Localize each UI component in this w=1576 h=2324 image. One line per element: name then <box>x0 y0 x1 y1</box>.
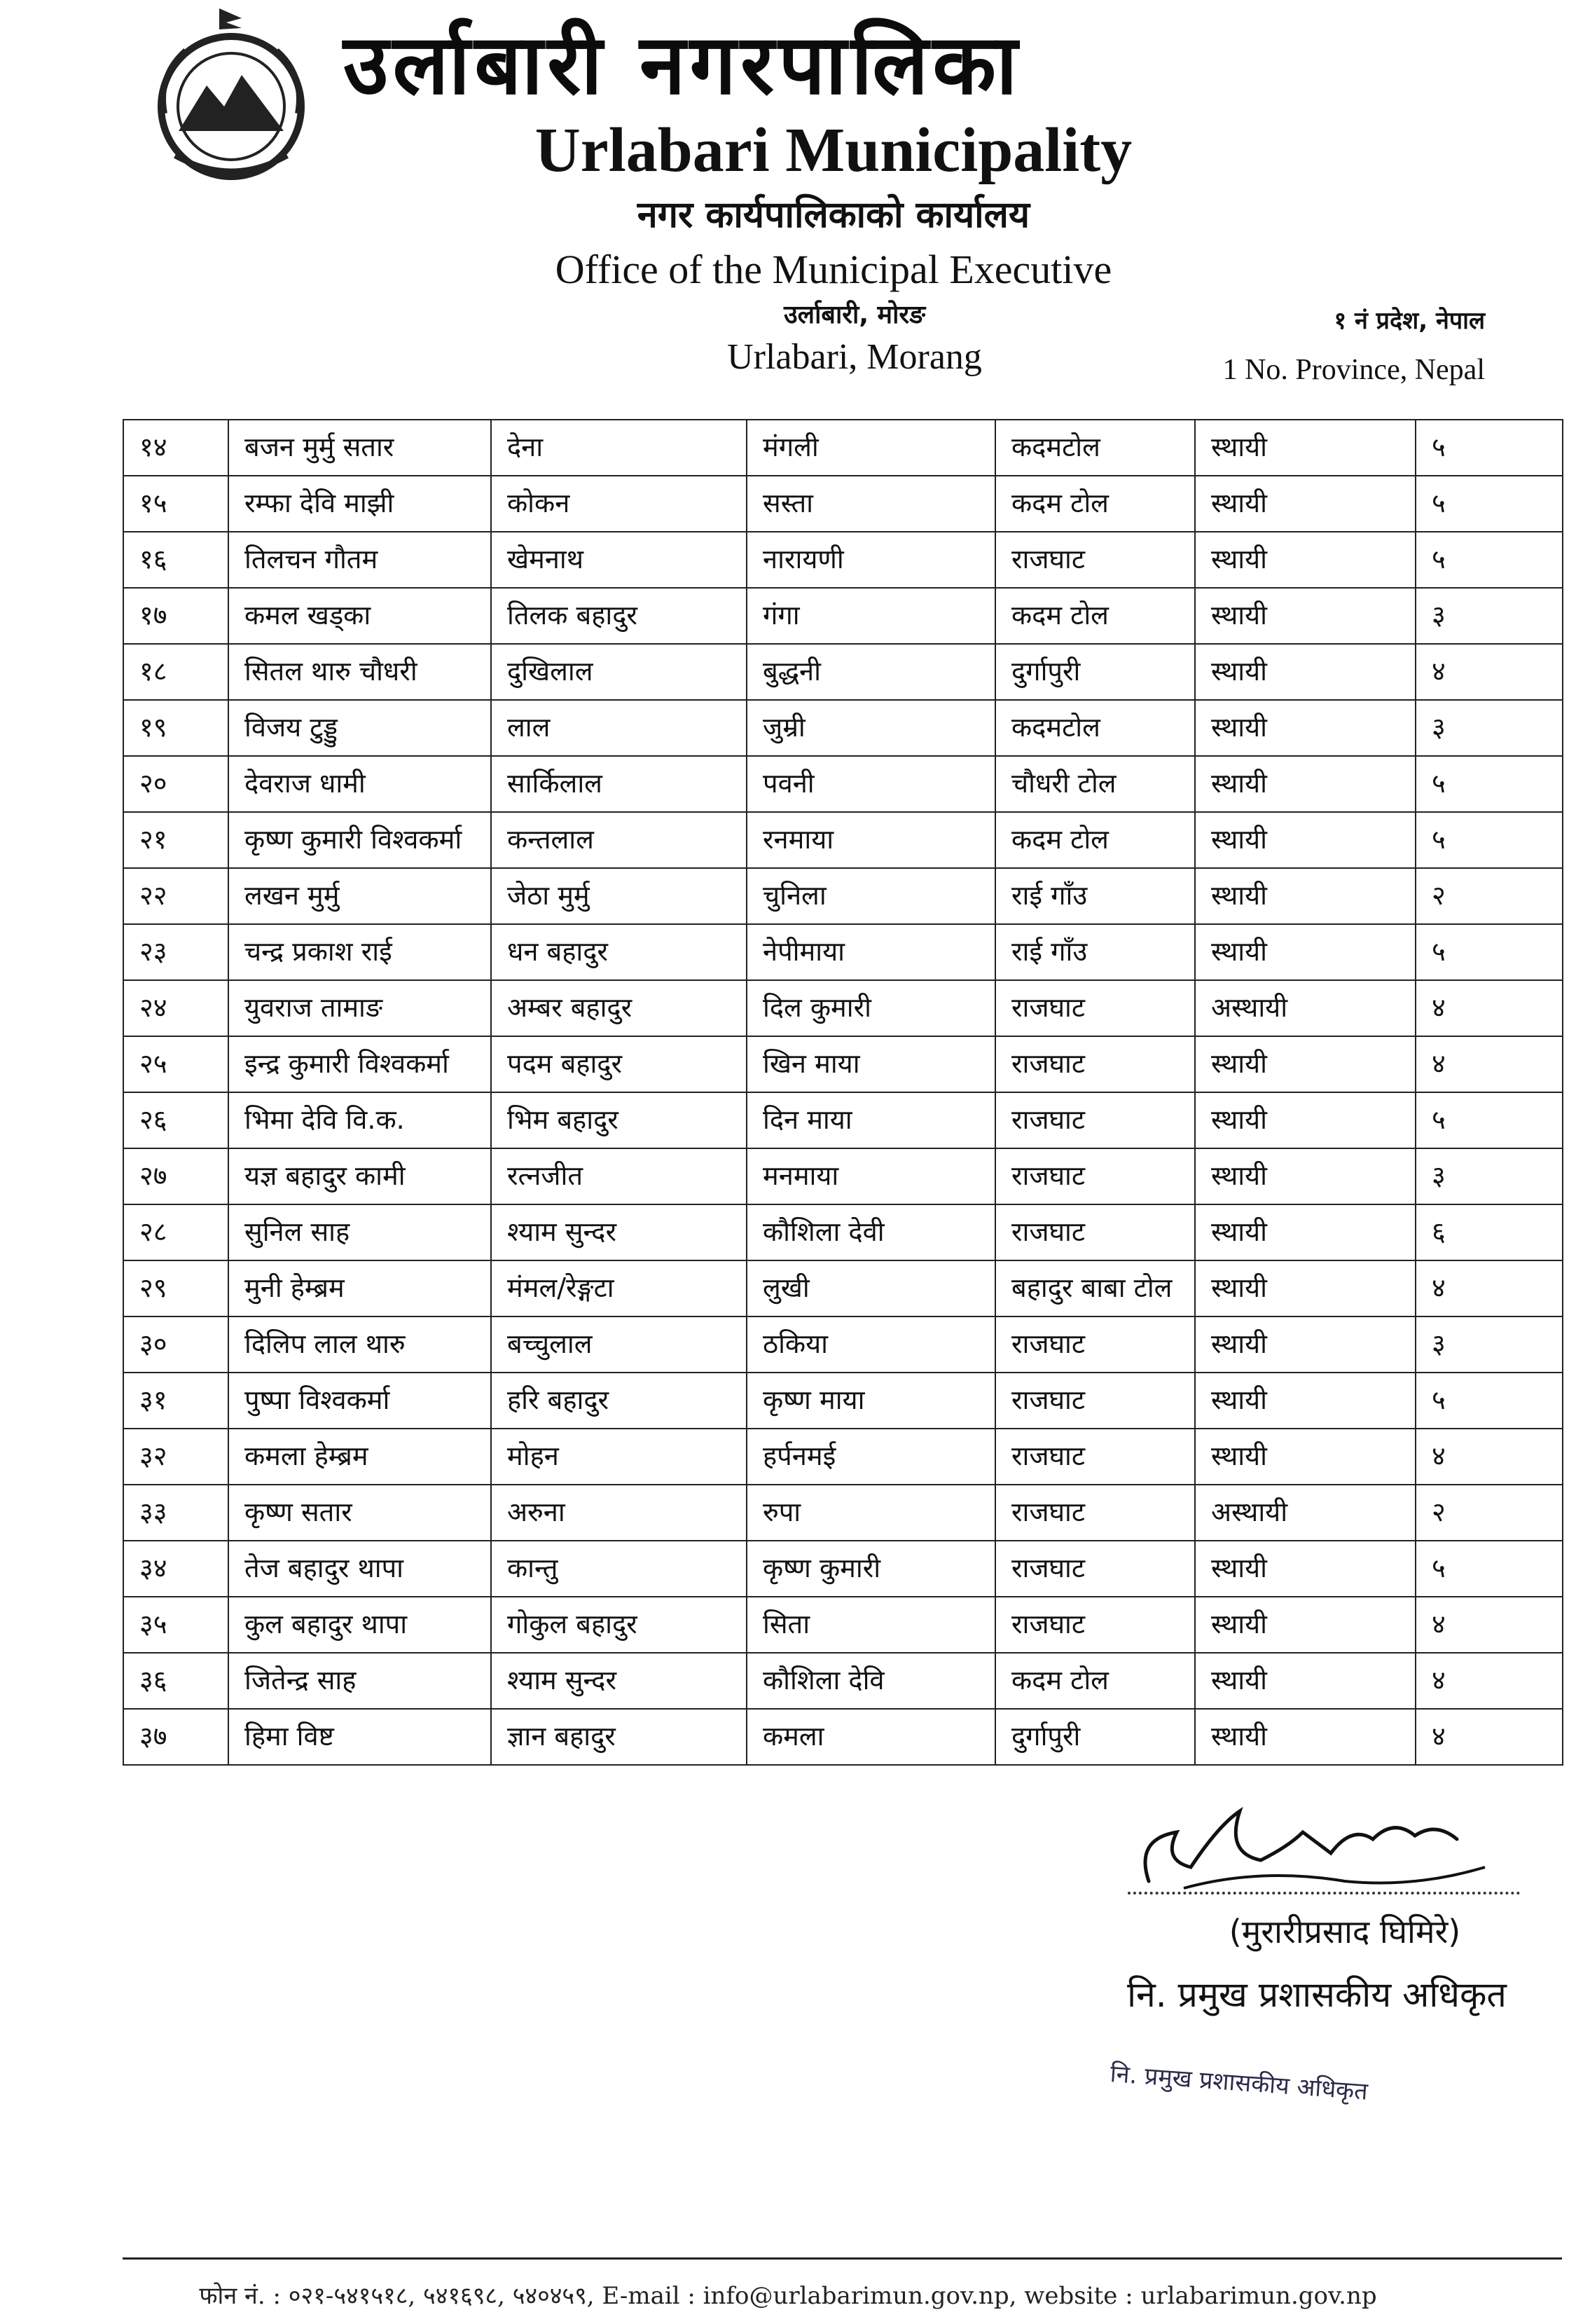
family-count-cell: ३ <box>1416 1148 1563 1204</box>
residency-status-cell: स्थायी <box>1195 532 1416 588</box>
serial-number-cell: ३१ <box>123 1373 228 1429</box>
table-row <box>123 532 1563 588</box>
residency-status-cell: स्थायी <box>1195 1204 1416 1260</box>
table-row <box>123 644 1563 700</box>
office-name-nepali: नगर कार्यपालिकाको कार्यालय <box>637 194 1030 236</box>
residency-status-cell: स्थायी <box>1195 1541 1416 1597</box>
name-cell: यज्ञ बहादुर कामी <box>228 1148 491 1204</box>
tole-cell: राजघाट <box>995 980 1195 1036</box>
name-cell: हिमा विष्ट <box>228 1709 491 1765</box>
signature-line <box>1128 1892 1520 1895</box>
serial-number-cell: २९ <box>123 1260 228 1316</box>
name-cell: जितेन्द्र साह <box>228 1653 491 1709</box>
mother-name-cell: जुम्री <box>747 700 995 756</box>
name-cell: पुष्पा विश्वकर्मा <box>228 1373 491 1429</box>
tole-cell: राजघाट <box>995 1373 1195 1429</box>
residency-status-cell: स्थायी <box>1195 1373 1416 1429</box>
family-count-cell: २ <box>1416 868 1563 924</box>
residency-status-cell: स्थायी <box>1195 924 1416 980</box>
tole-cell: कदम टोल <box>995 1653 1195 1709</box>
tole-cell: राई गाँउ <box>995 868 1195 924</box>
tole-cell: राजघाट <box>995 1316 1195 1373</box>
serial-number-cell: १५ <box>123 476 228 532</box>
name-cell: चन्द्र प्रकाश राई <box>228 924 491 980</box>
name-cell: भिमा देवि वि.क. <box>228 1092 491 1148</box>
tole-cell: कदमटोल <box>995 700 1195 756</box>
table-row <box>123 1092 1563 1148</box>
mother-name-cell: चुनिला <box>747 868 995 924</box>
serial-number-cell: २३ <box>123 924 228 980</box>
province-english: 1 No. Province, Nepal <box>1222 354 1485 386</box>
name-cell: कृष्ण कुमारी विश्वकर्मा <box>228 812 491 868</box>
family-count-cell: ४ <box>1416 1597 1563 1653</box>
father-name-cell: अरुना <box>491 1485 747 1541</box>
residency-status-cell: स्थायी <box>1195 1709 1416 1765</box>
family-count-cell: ६ <box>1416 1204 1563 1260</box>
address-nepali: उर्लाबारी, मोरङ <box>783 301 926 329</box>
family-count-cell: ५ <box>1416 420 1563 476</box>
mother-name-cell: सिता <box>747 1597 995 1653</box>
serial-number-cell: ३२ <box>123 1429 228 1485</box>
residency-status-cell: स्थायी <box>1195 1429 1416 1485</box>
serial-number-cell: १९ <box>123 700 228 756</box>
serial-number-cell: ३४ <box>123 1541 228 1597</box>
name-cell: कृष्ण सतार <box>228 1485 491 1541</box>
table-row <box>123 812 1563 868</box>
mother-name-cell: ठकिया <box>747 1316 995 1373</box>
table-row <box>123 980 1563 1036</box>
family-count-cell: ५ <box>1416 1373 1563 1429</box>
tole-cell: राजघाट <box>995 1429 1195 1485</box>
father-name-cell: जेठा मुर्मु <box>491 868 747 924</box>
father-name-cell: सार्किलाल <box>491 756 747 812</box>
residency-status-cell: स्थायी <box>1195 476 1416 532</box>
tole-cell: राजघाट <box>995 1036 1195 1092</box>
residency-status-cell: स्थायी <box>1195 868 1416 924</box>
father-name-cell: श्याम सुन्दर <box>491 1653 747 1709</box>
table-row <box>123 756 1563 812</box>
name-cell: सुनिल साह <box>228 1204 491 1260</box>
official-stamp: नि. प्रमुख प्रशासकीय अधिकृत <box>1109 2060 1369 2106</box>
beneficiary-table <box>123 419 1563 1766</box>
name-cell: देवराज धामी <box>228 756 491 812</box>
residency-status-cell: स्थायी <box>1195 420 1416 476</box>
signatory-title: नि. प्रमुख प्रशासकीय अधिकृत <box>1127 1974 1507 2015</box>
serial-number-cell: ३७ <box>123 1709 228 1765</box>
mother-name-cell: कौशिला देवि <box>747 1653 995 1709</box>
mother-name-cell: मनमाया <box>747 1148 995 1204</box>
serial-number-cell: १८ <box>123 644 228 700</box>
family-count-cell: ४ <box>1416 644 1563 700</box>
residency-status-cell: स्थायी <box>1195 644 1416 700</box>
serial-number-cell: २२ <box>123 868 228 924</box>
serial-number-cell: २८ <box>123 1204 228 1260</box>
mother-name-cell: कृष्ण कुमारी <box>747 1541 995 1597</box>
father-name-cell: दुखिलाल <box>491 644 747 700</box>
table-row <box>123 420 1563 476</box>
residency-status-cell: स्थायी <box>1195 1260 1416 1316</box>
serial-number-cell: १७ <box>123 588 228 644</box>
residency-status-cell: अस्थायी <box>1195 1485 1416 1541</box>
municipality-title-english: Urlabari Municipality <box>534 116 1133 185</box>
mother-name-cell: दिन माया <box>747 1092 995 1148</box>
handwritten-signature <box>1121 1783 1513 1909</box>
family-count-cell: ४ <box>1416 1709 1563 1765</box>
tole-cell: कदम टोल <box>995 812 1195 868</box>
father-name-cell: कन्तलाल <box>491 812 747 868</box>
name-cell: सितल थारु चौधरी <box>228 644 491 700</box>
tole-cell: दुर्गापुरी <box>995 644 1195 700</box>
serial-number-cell: २५ <box>123 1036 228 1092</box>
footer-contact: फोन नं. : ०२१-५४१५१८, ५४१६९८, ५४०४५९, E-mail : info@urlabarimun.gov.np, website : urlabarimun.gov.np <box>199 2282 1377 2310</box>
mother-name-cell: लुखी <box>747 1260 995 1316</box>
residency-status-cell: स्थायी <box>1195 1653 1416 1709</box>
province-nepali: १ नं प्रदेश, नेपाल <box>1334 307 1485 335</box>
father-name-cell: तिलक बहादुर <box>491 588 747 644</box>
father-name-cell: रत्नजीत <box>491 1148 747 1204</box>
mother-name-cell: पवनी <box>747 756 995 812</box>
residency-status-cell: स्थायी <box>1195 1316 1416 1373</box>
residency-status-cell: स्थायी <box>1195 1597 1416 1653</box>
table-row <box>123 868 1563 924</box>
serial-number-cell: ३० <box>123 1316 228 1373</box>
table-row <box>123 1653 1563 1709</box>
family-count-cell: ५ <box>1416 532 1563 588</box>
office-name-english: Office of the Municipal Executive <box>555 247 1112 292</box>
serial-number-cell: २० <box>123 756 228 812</box>
table-row <box>123 1485 1563 1541</box>
table-row <box>123 1036 1563 1092</box>
table-row <box>123 1204 1563 1260</box>
name-cell: तेज बहादुर थापा <box>228 1541 491 1597</box>
tole-cell: राजघाट <box>995 1092 1195 1148</box>
residency-status-cell: स्थायी <box>1195 812 1416 868</box>
residency-status-cell: स्थायी <box>1195 1036 1416 1092</box>
mother-name-cell: कृष्ण माया <box>747 1373 995 1429</box>
table-body <box>123 420 1563 1765</box>
table-row <box>123 1260 1563 1316</box>
name-cell: कमल खड्का <box>228 588 491 644</box>
signatory-name: (मुरारीप्रसाद घिमिरे) <box>1229 1913 1461 1951</box>
family-count-cell: ५ <box>1416 924 1563 980</box>
father-name-cell: पदम बहादुर <box>491 1036 747 1092</box>
mother-name-cell: हर्पनमई <box>747 1429 995 1485</box>
father-name-cell: मंमल/रेङ्गटा <box>491 1260 747 1316</box>
name-cell: लखन मुर्मु <box>228 868 491 924</box>
family-count-cell: ४ <box>1416 1260 1563 1316</box>
tole-cell: बहादुर बाबा टोल <box>995 1260 1195 1316</box>
residency-status-cell: स्थायी <box>1195 1148 1416 1204</box>
tole-cell: कदम टोल <box>995 476 1195 532</box>
serial-number-cell: ३३ <box>123 1485 228 1541</box>
residency-status-cell: स्थायी <box>1195 588 1416 644</box>
serial-number-cell: १६ <box>123 532 228 588</box>
table-row <box>123 1429 1563 1485</box>
mother-name-cell: कमला <box>747 1709 995 1765</box>
mother-name-cell: कौशिला देवी <box>747 1204 995 1260</box>
mother-name-cell: सस्ता <box>747 476 995 532</box>
name-cell: दिलिप लाल थारु <box>228 1316 491 1373</box>
family-count-cell: ५ <box>1416 812 1563 868</box>
family-count-cell: ३ <box>1416 588 1563 644</box>
table-row <box>123 1597 1563 1653</box>
table-row <box>123 700 1563 756</box>
father-name-cell: कोकन <box>491 476 747 532</box>
family-count-cell: ३ <box>1416 700 1563 756</box>
serial-number-cell: १४ <box>123 420 228 476</box>
mother-name-cell: खिन माया <box>747 1036 995 1092</box>
table-row <box>123 1709 1563 1765</box>
mother-name-cell: दिल कुमारी <box>747 980 995 1036</box>
name-cell: कमला हेम्ब्रम <box>228 1429 491 1485</box>
table-row <box>123 476 1563 532</box>
father-name-cell: खेमनाथ <box>491 532 747 588</box>
family-count-cell: ५ <box>1416 476 1563 532</box>
tole-cell: कदमटोल <box>995 420 1195 476</box>
mother-name-cell: रुपा <box>747 1485 995 1541</box>
name-cell: मुनी हेम्ब्रम <box>228 1260 491 1316</box>
serial-number-cell: २६ <box>123 1092 228 1148</box>
tole-cell: राजघाट <box>995 1148 1195 1204</box>
mother-name-cell: रनमाया <box>747 812 995 868</box>
residency-status-cell: स्थायी <box>1195 700 1416 756</box>
father-name-cell: अम्बर बहादुर <box>491 980 747 1036</box>
name-cell: इन्द्र कुमारी विश्वकर्मा <box>228 1036 491 1092</box>
name-cell: युवराज तामाङ <box>228 980 491 1036</box>
municipality-title-nepali: उर्लाबारी नगरपालिका <box>343 16 1022 113</box>
father-name-cell: बच्चुलाल <box>491 1316 747 1373</box>
residency-status-cell: स्थायी <box>1195 756 1416 812</box>
tole-cell: कदम टोल <box>995 588 1195 644</box>
tole-cell: राजघाट <box>995 1204 1195 1260</box>
name-cell: कुल बहादुर थापा <box>228 1597 491 1653</box>
table-row <box>123 1148 1563 1204</box>
name-cell: रम्फा देवि माझी <box>228 476 491 532</box>
tole-cell: राजघाट <box>995 1541 1195 1597</box>
serial-number-cell: ३६ <box>123 1653 228 1709</box>
serial-number-cell: २१ <box>123 812 228 868</box>
family-count-cell: ३ <box>1416 1316 1563 1373</box>
tole-cell: राजघाट <box>995 1485 1195 1541</box>
residency-status-cell: अस्थायी <box>1195 980 1416 1036</box>
family-count-cell: ४ <box>1416 1653 1563 1709</box>
tole-cell: चौधरी टोल <box>995 756 1195 812</box>
name-cell: बजन मुर्मु सतार <box>228 420 491 476</box>
table-row <box>123 1541 1563 1597</box>
mother-name-cell: मंगली <box>747 420 995 476</box>
father-name-cell: हरि बहादुर <box>491 1373 747 1429</box>
residency-status-cell: स्थायी <box>1195 1092 1416 1148</box>
mother-name-cell: बुद्धनी <box>747 644 995 700</box>
table-row <box>123 1316 1563 1373</box>
father-name-cell: लाल <box>491 700 747 756</box>
mother-name-cell: नारायणी <box>747 532 995 588</box>
father-name-cell: गोकुल बहादुर <box>491 1597 747 1653</box>
father-name-cell: कान्तु <box>491 1541 747 1597</box>
father-name-cell: देना <box>491 420 747 476</box>
name-cell: तिलचन गौतम <box>228 532 491 588</box>
serial-number-cell: २७ <box>123 1148 228 1204</box>
mother-name-cell: नेपीमाया <box>747 924 995 980</box>
family-count-cell: ५ <box>1416 1092 1563 1148</box>
footer-divider <box>123 2257 1562 2260</box>
family-count-cell: ४ <box>1416 1429 1563 1485</box>
table-row <box>123 588 1563 644</box>
father-name-cell: मोहन <box>491 1429 747 1485</box>
family-count-cell: ४ <box>1416 1036 1563 1092</box>
father-name-cell: धन बहादुर <box>491 924 747 980</box>
family-count-cell: ५ <box>1416 756 1563 812</box>
mother-name-cell: गंगा <box>747 588 995 644</box>
serial-number-cell: २४ <box>123 980 228 1036</box>
serial-number-cell: ३५ <box>123 1597 228 1653</box>
address-english: Urlabari, Morang <box>727 337 982 377</box>
father-name-cell: ज्ञान बहादुर <box>491 1709 747 1765</box>
table-row <box>123 1373 1563 1429</box>
father-name-cell: भिम बहादुर <box>491 1092 747 1148</box>
father-name-cell: श्याम सुन्दर <box>491 1204 747 1260</box>
table-row <box>123 924 1563 980</box>
tole-cell: राई गाँउ <box>995 924 1195 980</box>
tole-cell: राजघाट <box>995 1597 1195 1653</box>
family-count-cell: २ <box>1416 1485 1563 1541</box>
tole-cell: दुर्गापुरी <box>995 1709 1195 1765</box>
family-count-cell: ५ <box>1416 1541 1563 1597</box>
name-cell: विजय टुड्डु <box>228 700 491 756</box>
tole-cell: राजघाट <box>995 532 1195 588</box>
family-count-cell: ४ <box>1416 980 1563 1036</box>
